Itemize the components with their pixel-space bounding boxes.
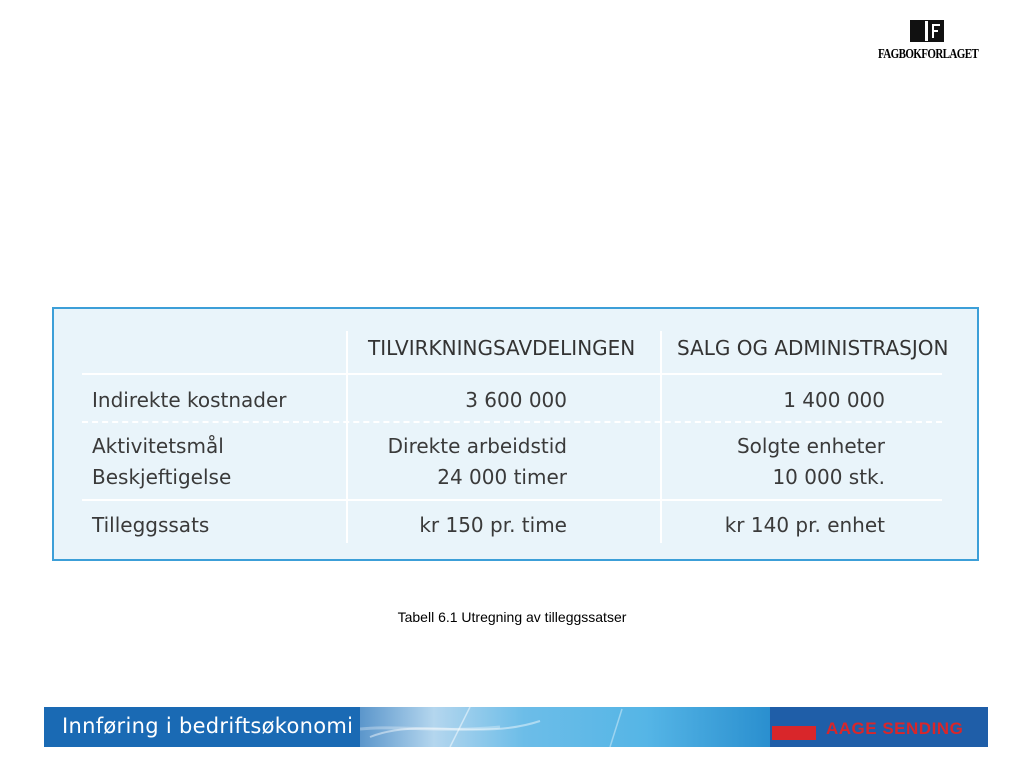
publisher-logo — [878, 18, 979, 66]
footer-banner — [44, 707, 988, 747]
row-divider — [82, 373, 942, 375]
cell-salg-beskjeftigelse: 10 000 stk. — [772, 465, 885, 489]
book-title: Innføring i bedriftsøkonomi — [62, 714, 354, 738]
header-tilvirkning: TILVIRKNINGSAVDELINGEN — [368, 336, 636, 360]
cost-table — [52, 307, 979, 561]
row-label-indirekte-kostnader: Indirekte kostnader — [92, 388, 287, 412]
header-salg-administrasjon: SALG OG ADMINISTRASJON — [677, 336, 949, 360]
row-divider — [82, 499, 942, 501]
publisher-name: FAGBOKFORLAGET — [878, 46, 979, 62]
cell-tilvirkning-beskjeftigelse: 24 000 timer — [437, 465, 567, 489]
column-divider — [660, 331, 662, 543]
row-label-tilleggssats: Tilleggssats — [92, 513, 210, 537]
row-label-aktivitetsmal: Aktivitetsmål — [92, 434, 224, 458]
cell-salg-indirekte: 1 400 000 — [783, 388, 885, 412]
row-label-beskjeftigelse: Beskjeftigelse — [92, 465, 232, 489]
author-accent-block — [772, 726, 816, 740]
cell-tilvirkning-indirekte: 3 600 000 — [465, 388, 567, 412]
cell-tilvirkning-tilleggssats: kr 150 pr. time — [419, 513, 567, 537]
book-logo-icon — [910, 20, 944, 42]
author-name: AAGE SENDING — [826, 719, 964, 738]
column-divider — [346, 331, 348, 543]
cell-salg-tilleggssats: kr 140 pr. enhet — [724, 513, 885, 537]
footer-decoration — [360, 707, 770, 747]
dashed-row-divider — [82, 421, 942, 423]
table-caption: Tabell 6.1 Utregning av tilleggssatser — [397, 609, 627, 625]
cell-salg-aktivitet: Solgte enheter — [736, 434, 885, 458]
cell-tilvirkning-aktivitet: Direkte arbeidstid — [387, 434, 567, 458]
swoosh-decoration-icon — [360, 707, 770, 747]
